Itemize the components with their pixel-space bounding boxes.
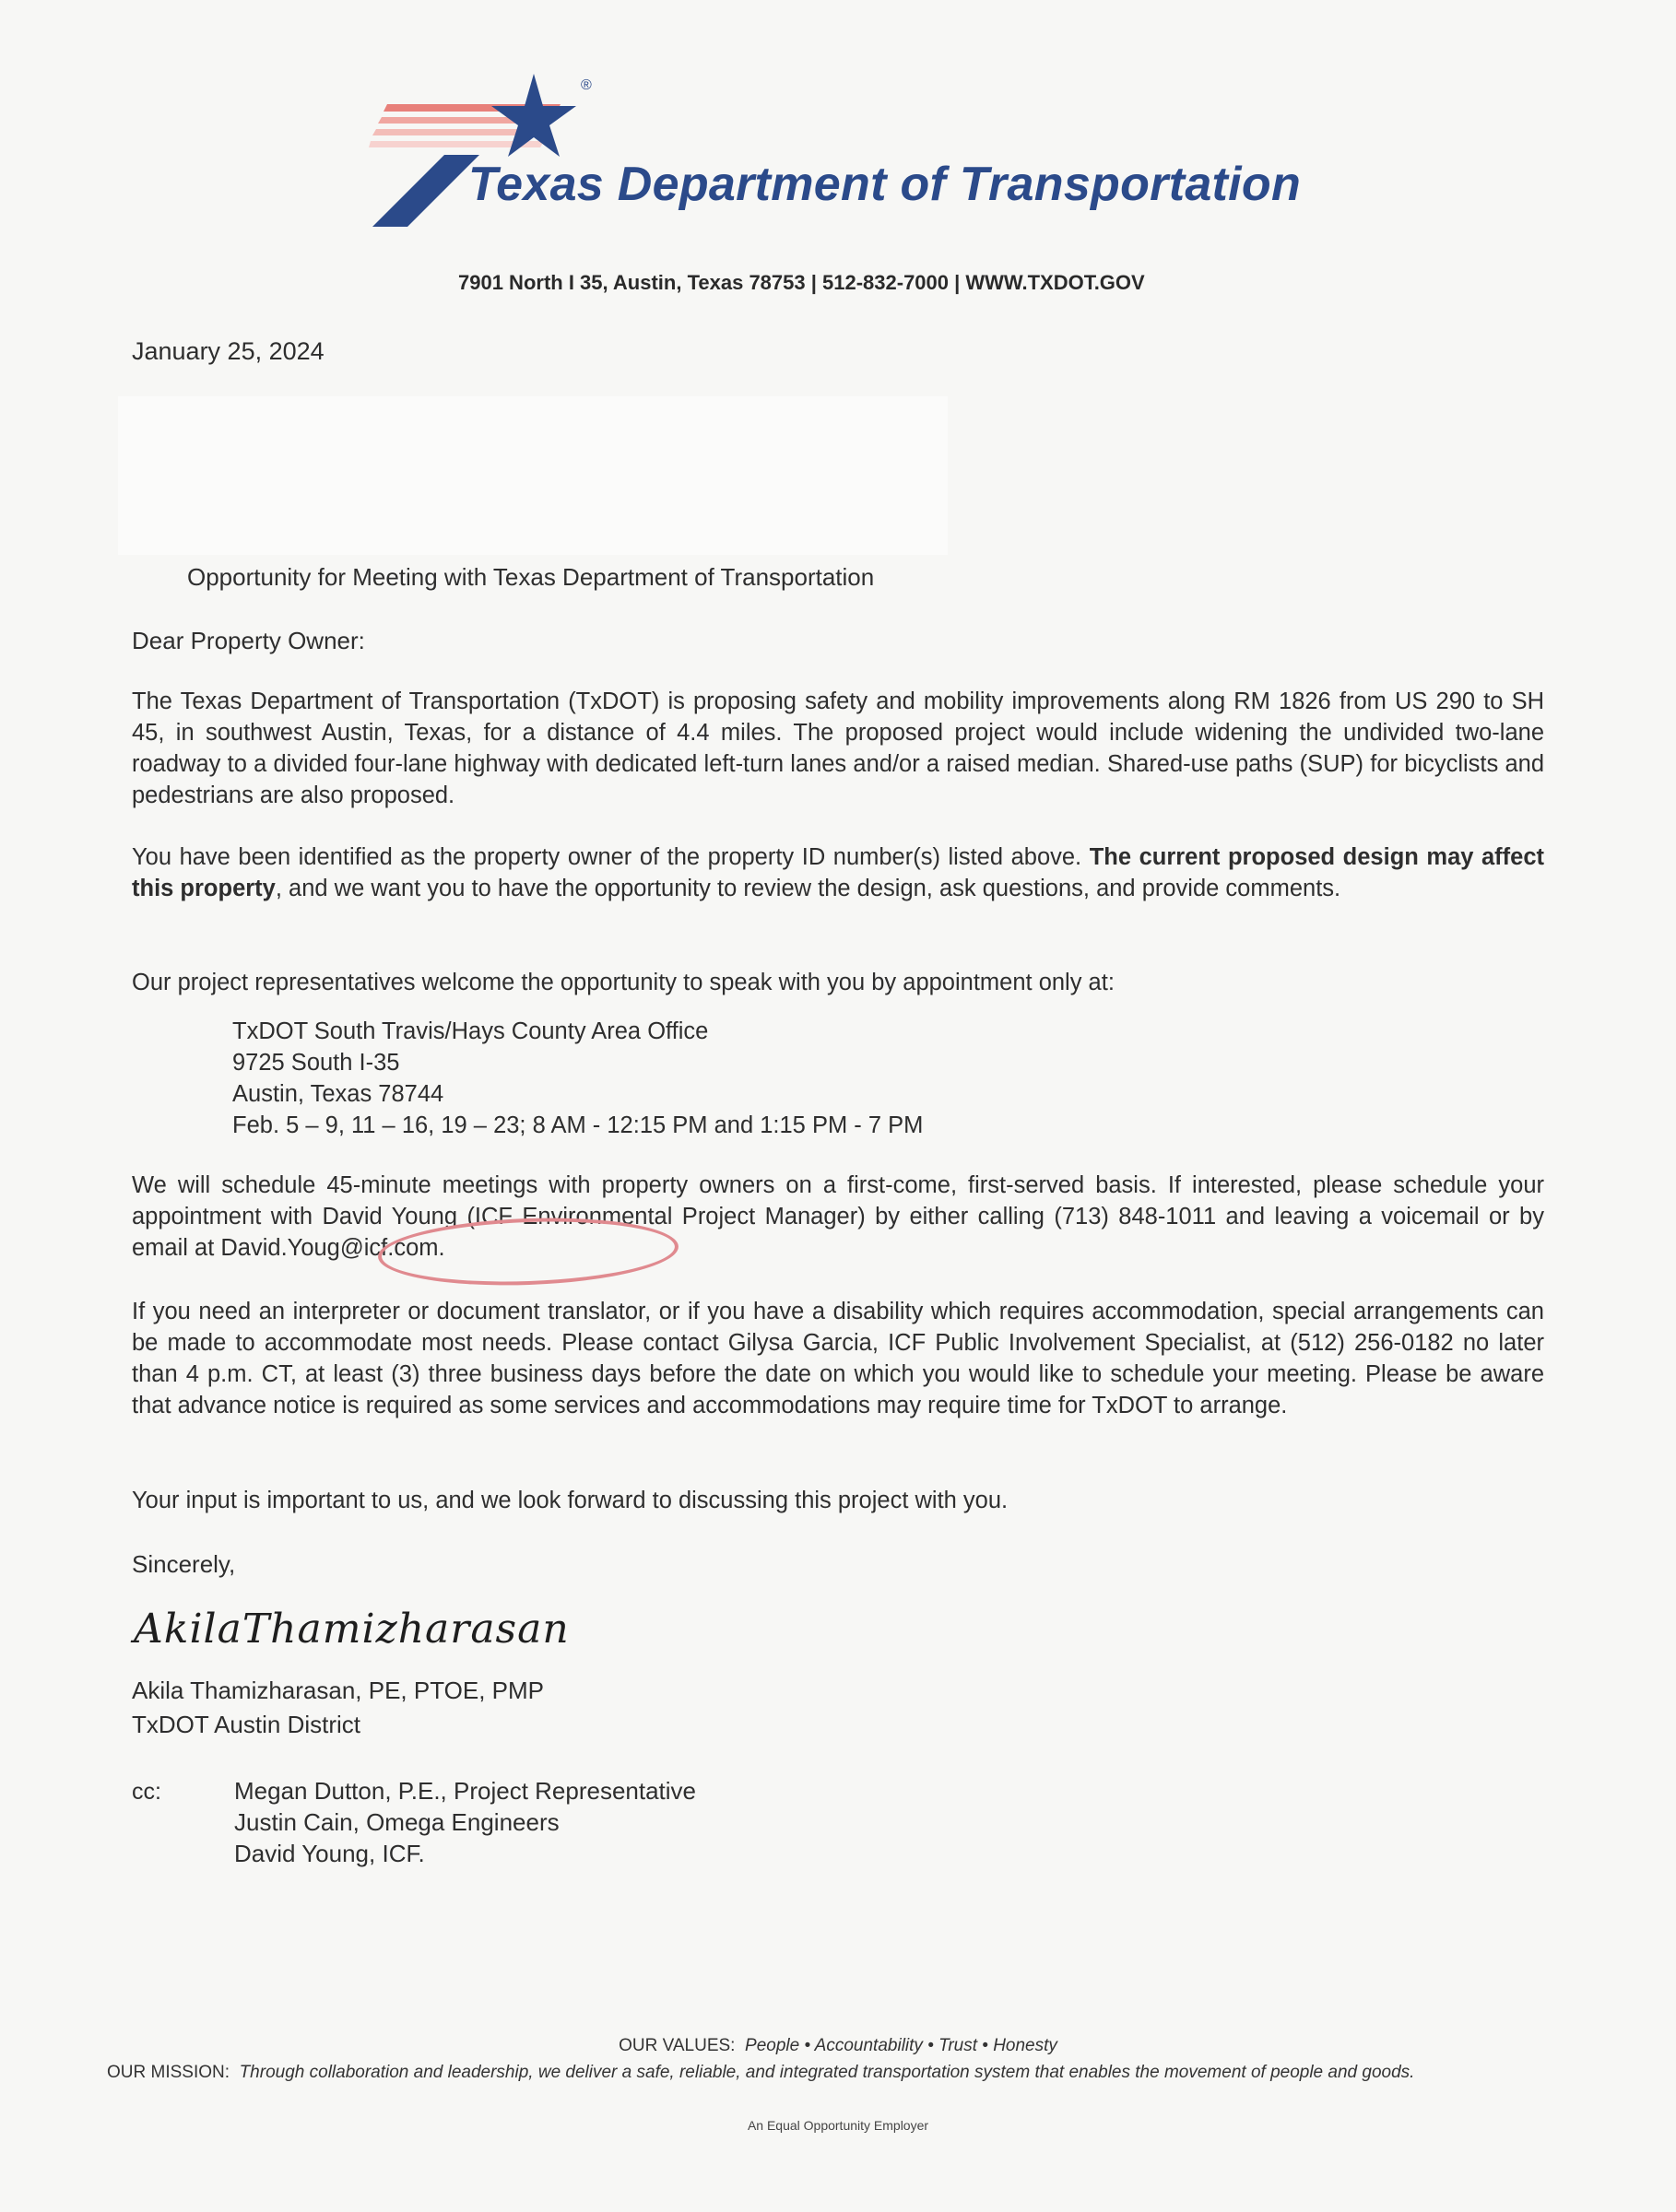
office-address-block: [232, 1016, 923, 1141]
footer-mission-label: OUR MISSION:: [107, 2063, 230, 2082]
footer-values-label: OUR VALUES:: [619, 2036, 736, 2055]
paragraph-accommodation: If you need an interpreter or document translator, or if you have a disability which requires accommodation, special arrangements can be made to accommodate most needs. Please contact Gilysa Garcia, ICF Public Involvement Specialist, at (512) 256-0182 no later than 4 p.m. CT, at least (3) three business days before the date on which you would like to schedule your meeting. Please be aware that advance notice is required as some services and accommodations may require time for TxDOT to arrange.: [132, 1299, 1544, 1418]
paragraph-text: , and we want you to have the opportunity to review the design, ask questions, and provide comments.: [275, 876, 1341, 901]
signer-name: Akila Thamizharasan, PE, PTOE, PMP: [132, 1677, 544, 1704]
signer-block: [132, 1674, 544, 1742]
cc-recipient: David Young, ICF.: [234, 1840, 425, 1867]
closing: Sincerely,: [132, 1550, 236, 1578]
paragraph-project-description: The Texas Department of Transportation (TxDOT) is proposing safety and mobility improvements along RM 1826 from US 290 to SH 45, in southwest Austin, Texas, for a distance of 4.4 miles. The proposed project would include widening the undivided two-lane roadway to a divided four-lane highway with dedicated left-turn lanes and/or a raised median. Shared-use paths (SUP) for bicyclists and pedestrians are also proposed.: [132, 688, 1544, 808]
signer-district: TxDOT Austin District: [132, 1711, 361, 1738]
footer-eoe: An Equal Opportunity Employer: [747, 2118, 929, 2133]
cc-recipient: Megan Dutton, P.E., Project Representative: [234, 1777, 697, 1805]
letter-date: January 25, 2024: [132, 337, 325, 365]
cc-recipient: Justin Cain, Omega Engineers: [234, 1808, 560, 1836]
paragraph-appointment-intro: Our project representatives welcome the opportunity to speak with you by appointment only at:: [132, 970, 1115, 995]
paragraph-text: You have been identified as the property owner of the property ID number(s) listed above.: [132, 844, 1090, 870]
paragraph-closing-remark: Your input is important to us, and we look forward to discussing this project with you.: [132, 1488, 1009, 1513]
cc-label: cc:: [132, 1779, 161, 1805]
paragraph-scheduling: We will schedule 45-minute meetings with property owners on a first-come, first-served basis. If interested, please schedule your appointment with David Young (ICF Environmental Project Manager) by either calling (713) 848-1011 and leaving a voicemail or by email at David.Youg@icf.com.: [132, 1172, 1544, 1261]
letterhead-address: 7901 North I 35, Austin, Texas 78753 | 512-832-7000 | WWW.TXDOT.GOV: [458, 271, 1145, 294]
paragraph-bold-text: The current proposed design may affect this property: [132, 844, 1544, 901]
org-name: Texas Department of Transportation: [468, 158, 1302, 211]
office-hours: Feb. 5 – 9, 11 – 16, 19 – 23; 8 AM - 12:15 PM and 1:15 PM - 7 PM: [232, 1112, 924, 1138]
footer-values: [0, 2036, 1676, 2056]
redacted-recipient-block: [118, 396, 948, 555]
cc-list: [234, 1775, 696, 1869]
signature: AkilaThamizharasan: [134, 1606, 570, 1653]
logo-t-slash: [372, 155, 479, 227]
office-street: 9725 South I-35: [232, 1050, 400, 1076]
footer-values-text: People • Accountability • Trust • Honesty: [745, 2036, 1057, 2055]
paragraph-property-owner: [132, 841, 1544, 904]
footer-mission-text: Through collaboration and leadership, we deliver a safe, reliable, and integrated transportation system that enables the movement of people and goods.: [239, 2063, 1415, 2082]
letter-subject: Opportunity for Meeting with Texas Department of Transportation: [187, 563, 875, 591]
office-name: TxDOT South Travis/Hays County Area Office: [232, 1018, 709, 1044]
office-city: Austin, Texas 78744: [232, 1081, 444, 1107]
registered-mark: ®: [581, 77, 592, 93]
salutation: Dear Property Owner:: [132, 627, 365, 654]
footer-mission: [107, 2063, 1582, 2083]
